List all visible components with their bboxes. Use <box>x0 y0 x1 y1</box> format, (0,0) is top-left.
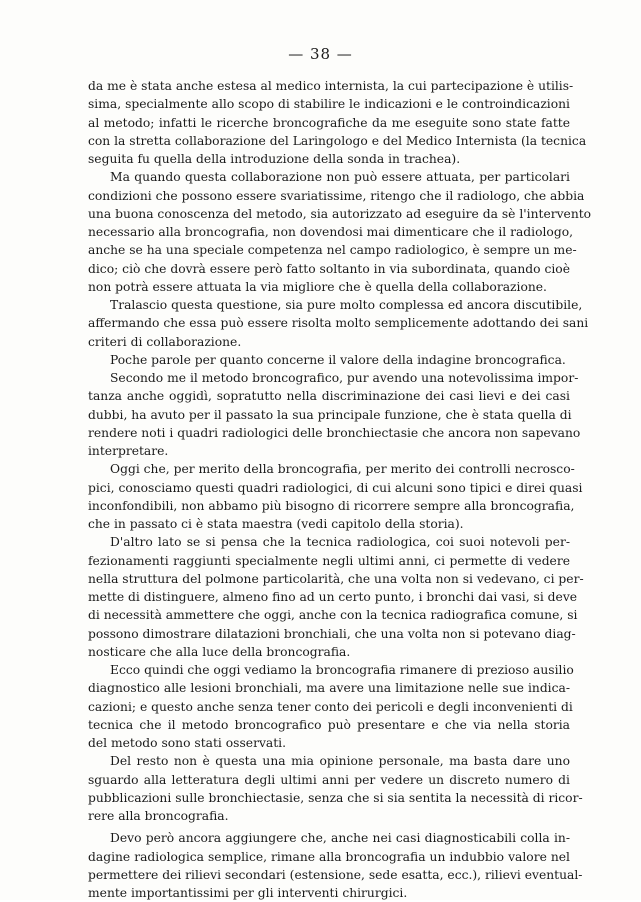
paragraph <box>88 460 583 533</box>
text-line: al metodo; infatti le ricerche broncografiche da me eseguite sono state fatte <box>88 115 570 130</box>
text-line: sima, specialmente allo scopo di stabilire le indicazioni e le controindicazioni <box>88 97 570 112</box>
text-line: necessario alla broncografia, non dovendosi mai dimenticare che il radiologo, <box>88 225 574 239</box>
text-line: una buona conoscenza del metodo, sia autorizzato ad eseguire da sè l'intervento <box>88 206 592 221</box>
text-line: mente importantissimi per gli interventi chirurgici. <box>88 886 408 900</box>
text-line: possono dimostrare dilatazioni bronchiali, che una volta non si potevano diag- <box>88 626 576 641</box>
text-line: Tralascio questa questione, sia pure molto complessa ed ancora discutibile, <box>110 298 583 312</box>
paragraph <box>88 296 589 351</box>
text-line: seguita fu quella della introduzione della sonda in trachea). <box>88 152 461 166</box>
text-line: non potrà essere attuata la via migliore che è quella della collaborazione. <box>88 279 547 294</box>
paragraph <box>88 168 592 296</box>
text-line: diagnostico alle lesioni bronchiali, ma avere una limitazione nelle sue indica- <box>88 681 570 696</box>
paragraph <box>88 533 584 661</box>
page-number: — 38 — <box>288 45 353 63</box>
text-line: dico; ciò che dovrà essere però fatto soltanto in via subordinata, quando cioè <box>88 261 570 276</box>
text-line: nosticare che alla luce della broncografia. <box>88 644 351 659</box>
paragraph <box>88 351 570 369</box>
body-text <box>88 77 592 902</box>
text-line: fezionamenti raggiunti specialmente negli ultimi anni, ci permette di vedere <box>88 553 570 568</box>
text-line: Ecco quindi che oggi vediamo la broncografia rimanere di prezioso ausilio <box>110 663 574 677</box>
text-line: dubbi, ha avuto per il passato la sua principale funzione, che è stata quella di <box>88 407 572 422</box>
paragraph <box>88 752 583 825</box>
paragraph <box>88 661 574 752</box>
text-line: condizioni che possono essere svariatissime, ritengo che il radiologo, che abbia <box>88 188 585 203</box>
text-line: affermando che essa può essere risolta molto semplicemente adottando dei sani <box>88 316 589 331</box>
text-line: Poche parole per quanto concerne il valore della indagine broncografica. <box>110 352 566 367</box>
text-line: Devo però ancora aggiungere che, anche nei casi diagnosticabili colla in- <box>110 831 570 846</box>
text-line: Oggi che, per merito della broncografia, per merito dei controlli necrosco- <box>110 462 575 477</box>
text-line: anche se ha una speciale competenza nel campo radiologico, è sempre un me- <box>88 243 577 258</box>
text-line: interpretare. <box>88 444 169 458</box>
paragraph <box>88 77 587 168</box>
text-line: Secondo me il metodo broncografico, pur avendo una notevolissima impor- <box>110 371 579 385</box>
text-line: D'altro lato se si pensa che la tecnica radiologica, coi suoi notevoli per- <box>110 535 570 550</box>
text-line: inconfondibili, non abbamo più bisogno di ricorrere sempre alla broncografia, <box>88 498 575 513</box>
text-line: permettere dei rilievi secondari (estensione, sede esatta, ecc.), rilievi eventual- <box>88 867 583 882</box>
text-line: da me è stata anche estesa al medico internista, la cui partecipazione è utilis- <box>88 79 574 93</box>
text-line: Ma quando questa collaborazione non può essere attuata, per particolari <box>110 170 570 185</box>
text-line: del metodo sono stati osservati. <box>88 736 287 750</box>
text-line: rere alla broncografia. <box>88 809 229 823</box>
text-line: con la stretta collaborazione del Laringologo e del Medico Internista (la tecnica <box>88 133 587 148</box>
text-line: di necessità ammettere che oggi, anche con la tecnica radiografica comune, si <box>88 608 578 623</box>
text-line: tanza anche oggidì, sopratutto nella discriminazione dei casi lievi e dei casi <box>88 389 570 404</box>
text-line: criteri di collaborazione. <box>88 334 242 349</box>
text-line: pici, conosciamo questi quadri radiologici, di cui alcuni sono tipici e direi quasi <box>88 480 583 495</box>
text-line: tecnica che il metodo broncografico può presentare e che via nella storia <box>88 717 570 732</box>
text-line: Del resto non è questa una mia opinione personale, ma basta dare uno <box>110 754 570 769</box>
text-line: che in passato ci è stata maestra (vedi capitolo della storia). <box>88 517 464 531</box>
text-line: cazioni; e questo anche senza tener conto dei pericoli e degli inconvenienti di <box>88 699 573 714</box>
paragraph <box>88 369 581 460</box>
text-line: dagine radiologica semplice, rimane alla broncografia un indubbio valore nel <box>88 849 570 864</box>
paragraph <box>88 829 583 902</box>
text-line: pubblicazioni sulle bronchiectasie, senza che si sia sentita la necessità di ricor- <box>88 790 583 805</box>
text-line: mette di distinguere, almeno fino ad un certo punto, i bronchi dai vasi, si deve <box>88 590 578 604</box>
text-line: sguardo alla letteratura degli ultimi anni per vedere un discreto numero di <box>88 772 570 787</box>
text-line: rendere noti i quadri radiologici delle bronchiectasie che ancora non sapevano <box>88 425 581 440</box>
text-line: nella struttura del polmone particolarità, che una volta non si vedevano, ci per- <box>88 571 584 586</box>
